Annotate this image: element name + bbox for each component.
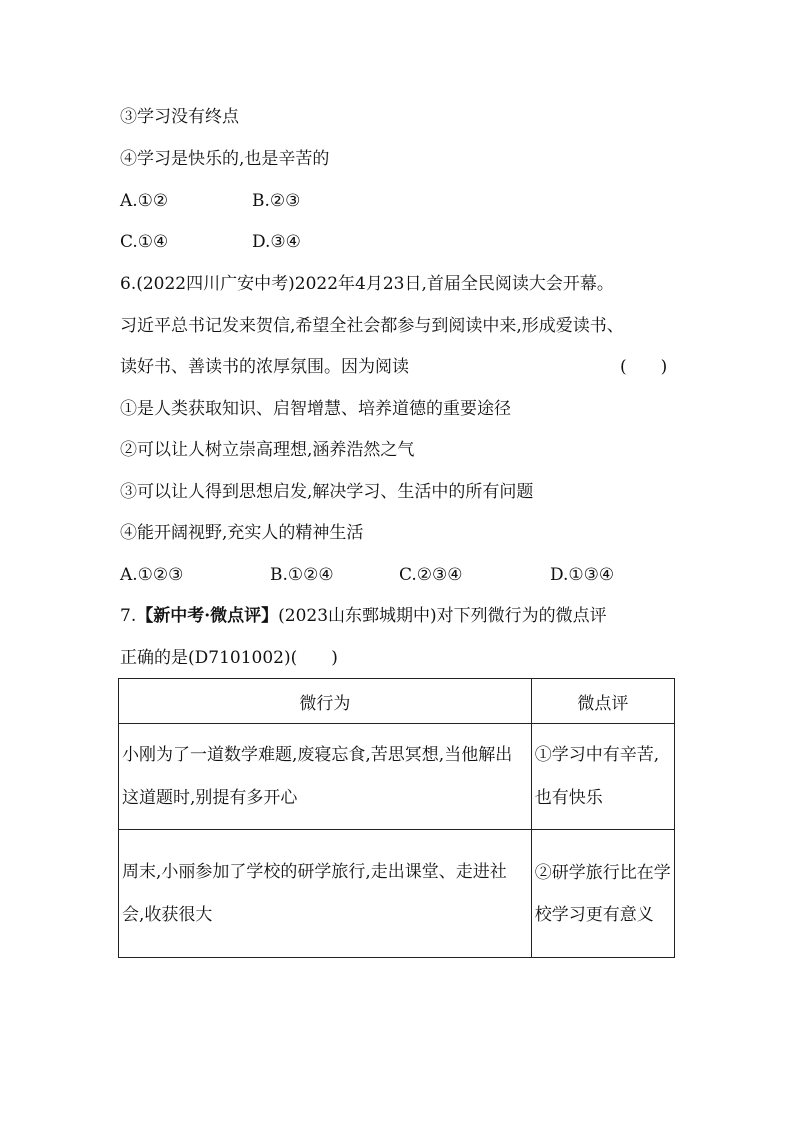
behavior-text: 小刚为了一道数学难题,废寝忘食,苦思冥想,当他解出这道题时,别提有多开心 — [122, 744, 513, 808]
q7-number: 7. — [120, 606, 137, 626]
q5-option-c: C.①④ — [120, 232, 169, 252]
q6-answer-bracket: ( ) — [620, 357, 668, 377]
q5-option-a: A.①② — [120, 191, 169, 211]
table-cell-behavior — [119, 724, 532, 830]
q6-option-d: D.①③④ — [550, 565, 615, 585]
q6-statement-4: ④能开阔视野,充实人的精神生活 — [120, 523, 364, 543]
behavior-text: 周末,小丽参加了学校的研学旅行,走出课堂、走进社会,收获很大 — [122, 861, 507, 925]
q6-option-a: A.①②③ — [120, 565, 184, 585]
table-cell-behavior — [119, 830, 532, 958]
q6-stem-line-2: 习近平总书记发来贺信,希望全社会都参与到阅读中来,形成爱读书、 — [120, 316, 624, 336]
q7-stem-line-2: 正确的是(D7101002)( ) — [120, 648, 338, 668]
q5-option-d: D.③④ — [252, 232, 301, 252]
table-row — [119, 830, 675, 958]
table-row — [119, 724, 675, 830]
q6-statement-1: ①是人类获取知识、启智增慧、培养道德的重要途径 — [120, 399, 511, 419]
q5-option-b: B.②③ — [252, 191, 301, 211]
q7-table — [118, 678, 675, 958]
q6-statement-3: ③可以让人得到思想启发,解决学习、生活中的所有问题 — [120, 482, 534, 502]
comment-text: ②研学旅行比在学校学习更有意义 — [534, 862, 671, 925]
q6-stem-line-1: 6.(2022四川广安中考)2022年4月23日,首届全民阅读大会开幕。 — [120, 274, 614, 294]
q6-option-c: C.②③④ — [399, 565, 463, 585]
q7-tag: 【新中考·微点评】 — [136, 606, 279, 626]
table-header-comment: 微点评 — [531, 679, 674, 724]
comment-text: ①学习中有辛苦,也有快乐 — [534, 744, 660, 808]
table-header-behavior: 微行为 — [119, 679, 532, 724]
q7-stem-rest: (2023山东鄄城期中)对下列微行为的微点评 — [278, 606, 607, 626]
q5-statement-4: ④学习是快乐的,也是辛苦的 — [120, 149, 330, 169]
table-cell-comment — [531, 830, 674, 958]
q6-stem-line-3: 读好书、善读书的浓厚氛围。因为阅读 — [120, 357, 409, 377]
q6-option-b: B.①②④ — [270, 565, 334, 585]
q6-statement-2: ②可以让人树立崇高理想,涵养浩然之气 — [120, 440, 415, 460]
q7-stem-line-1 — [120, 604, 607, 628]
q5-statement-3: ③学习没有终点 — [120, 107, 239, 127]
table-cell-comment — [531, 724, 674, 830]
table-header-row — [119, 679, 675, 724]
